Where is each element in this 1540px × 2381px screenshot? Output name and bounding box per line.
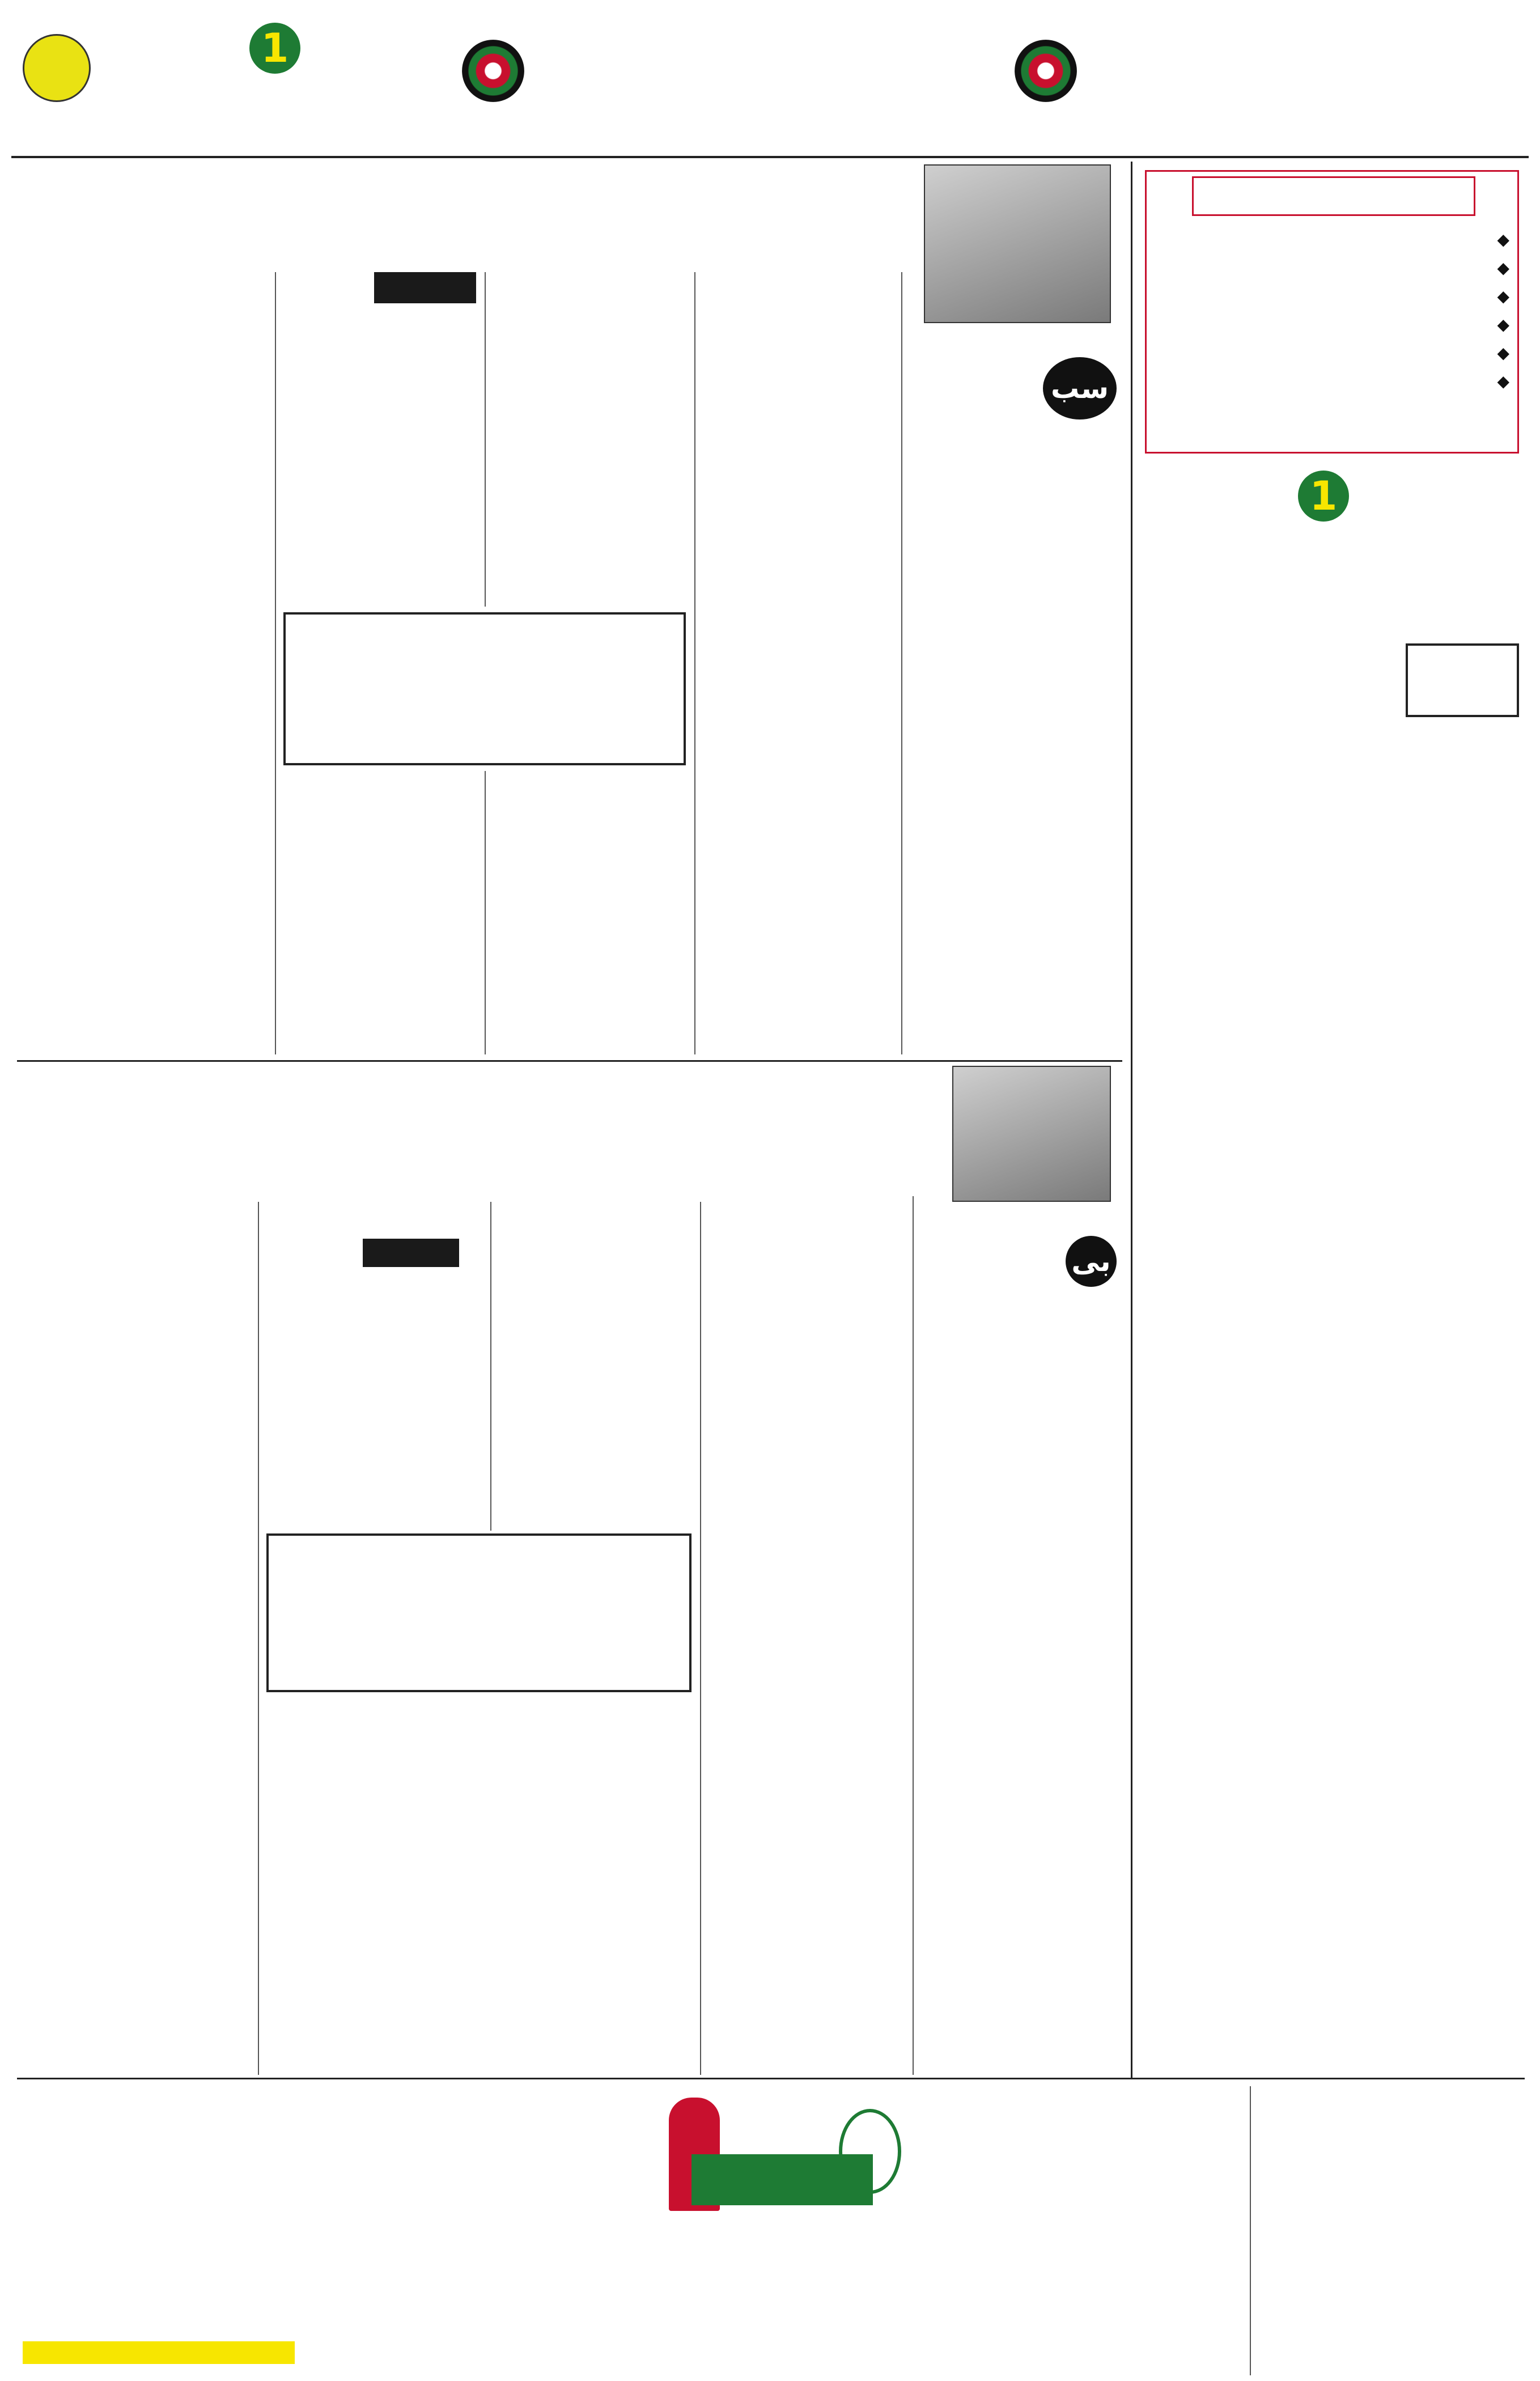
diamond-icon: ◆ xyxy=(1497,259,1509,277)
author-photo xyxy=(924,164,1111,323)
second-pullquote xyxy=(266,1533,691,1692)
second-label xyxy=(363,1239,459,1267)
second-column-5 xyxy=(23,1202,249,2041)
aqwal-item xyxy=(1158,313,1509,336)
aqwal-title xyxy=(1192,176,1475,216)
mandala-icon xyxy=(462,40,524,102)
second-column-4b xyxy=(266,1701,482,2075)
editorial-text-body xyxy=(1148,731,1519,1746)
page-number-badge xyxy=(23,34,91,102)
editorial-text-body-2 xyxy=(1148,1752,1519,1990)
letter-mid-text-2 xyxy=(652,2239,913,2381)
drop-letter-icon: سب xyxy=(1043,357,1117,420)
editorial-text xyxy=(1148,643,1397,728)
second-column-3b xyxy=(499,1701,691,2075)
letter-mid-text xyxy=(453,2086,640,2381)
drop-letter-icon-2: بی xyxy=(1066,1236,1117,1287)
masthead xyxy=(11,11,1529,153)
one-badge-icon: 1 xyxy=(1298,471,1349,522)
sidebar-logo xyxy=(1145,471,1519,590)
letter-right-text-2 xyxy=(1255,2126,1522,2375)
editorial-label-box xyxy=(1406,643,1519,717)
sahara-logo xyxy=(153,23,414,119)
aqwal-box xyxy=(1145,170,1519,454)
aqwal-item xyxy=(1158,342,1509,365)
letters-logo xyxy=(652,2092,913,2228)
diamond-icon: ◆ xyxy=(1497,287,1509,306)
diamond-icon: ◆ xyxy=(1497,230,1509,249)
one-badge-icon: 1 xyxy=(249,23,300,74)
aqwal-item xyxy=(1158,285,1509,308)
aqwal-item xyxy=(1158,228,1509,251)
main-label xyxy=(374,272,476,303)
main-footnote xyxy=(23,964,266,1015)
masthead-divider xyxy=(11,156,1529,158)
main-column-1b xyxy=(910,595,1119,1049)
diamond-icon: ◆ xyxy=(1497,372,1509,391)
letter-left-text xyxy=(23,2086,442,2302)
letter-right-text xyxy=(930,2086,1247,2381)
letters-divider xyxy=(17,2078,1525,2079)
diamond-icon: ◆ xyxy=(1497,344,1509,362)
second-column-3 xyxy=(499,1202,691,1531)
letters-title-box xyxy=(691,2154,873,2205)
main-pullquote xyxy=(283,612,686,765)
letters-notice xyxy=(23,2341,295,2364)
main-column-3b xyxy=(493,777,686,1054)
second-column-2 xyxy=(709,1202,904,2075)
section-divider xyxy=(17,1060,1122,1062)
main-column-4b xyxy=(283,777,476,1054)
main-column-2 xyxy=(703,272,893,1054)
diamond-icon: ◆ xyxy=(1497,315,1509,334)
aqwal-item xyxy=(1158,257,1509,279)
second-author-photo xyxy=(952,1066,1111,1202)
main-column-4 xyxy=(283,306,476,601)
aqwal-list xyxy=(1158,228,1509,399)
aqwal-item xyxy=(1158,370,1509,393)
mandala-icon xyxy=(1015,40,1077,102)
main-column-3 xyxy=(493,272,686,607)
second-column-1 xyxy=(921,1293,1117,2075)
main-column-5 xyxy=(23,272,266,964)
